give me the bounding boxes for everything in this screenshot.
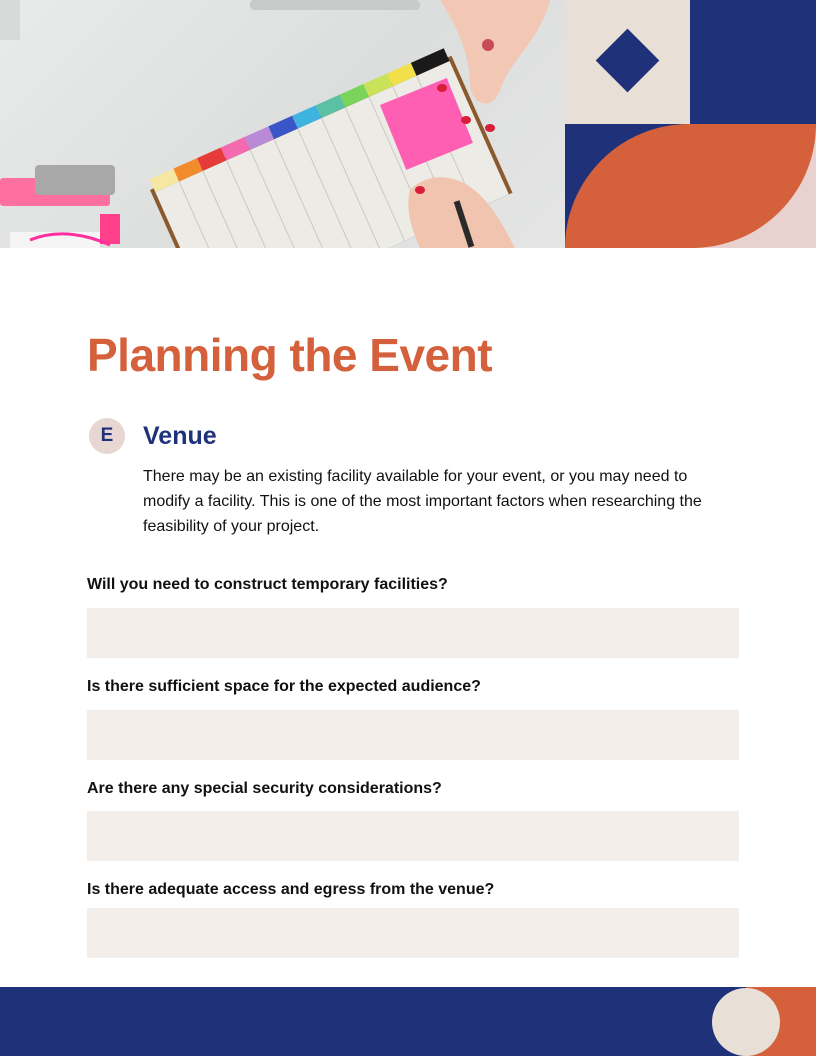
section-badge: E: [89, 418, 125, 454]
header-photo: [0, 0, 565, 248]
question-4-label: Is there adequate access and egress from the venue?: [87, 881, 495, 898]
navy-square: [690, 0, 816, 124]
desk-planner-illustration: [0, 0, 565, 248]
question-1-label: Will you need to construct temporary facilities?: [87, 576, 448, 593]
question-2-label: Is there sufficient space for the expected audience?: [87, 678, 481, 695]
header-geometric-panel: [565, 0, 816, 248]
answer-field-1[interactable]: [87, 608, 739, 658]
footer-band: [0, 987, 816, 1056]
page-title: Planning the Event: [87, 329, 493, 381]
answer-field-4[interactable]: [87, 908, 739, 958]
section-body-text: There may be an existing facility available for your event, or you may need to modify a facility. This is one of the most important factors when researching the feasibility of your project.: [143, 468, 702, 535]
answer-field-2[interactable]: [87, 710, 739, 760]
footer-circle: [712, 988, 780, 1056]
section-heading: Venue: [143, 422, 217, 450]
answer-field-3[interactable]: [87, 811, 739, 861]
question-3-label: Are there any special security considerations?: [87, 780, 442, 797]
